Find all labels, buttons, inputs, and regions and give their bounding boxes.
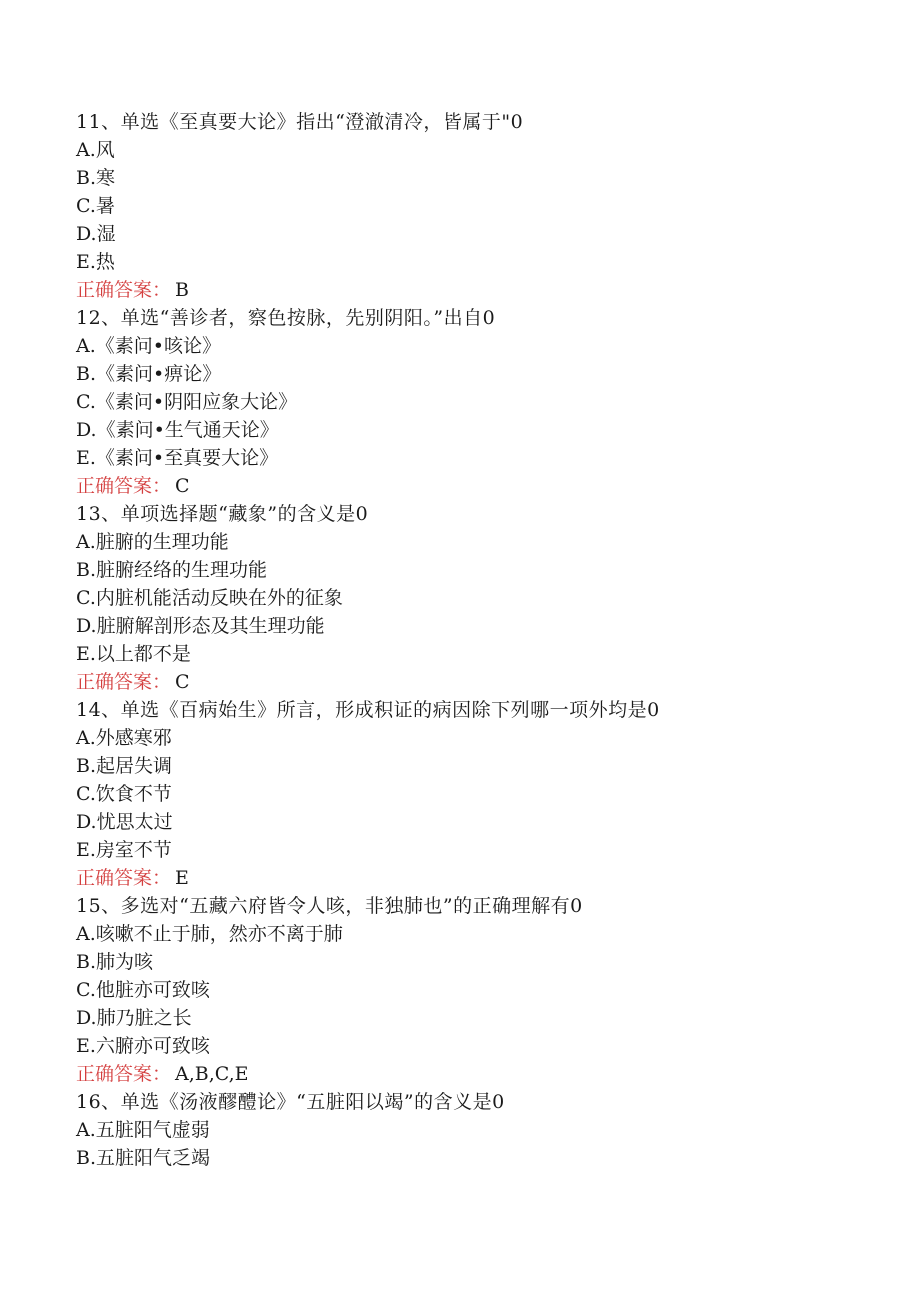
- question-stem: 13、单项选择题“藏象”的含义是0: [76, 503, 369, 525]
- option-b: B.五脏阳气乏竭: [76, 1147, 211, 1169]
- option-a: A.《素问•咳论》: [76, 335, 221, 357]
- option-c: C.暑: [76, 195, 115, 217]
- option-c: C.饮食不节: [76, 783, 172, 805]
- question-list: [76, 108, 876, 1172]
- option-b: B.寒: [76, 167, 116, 189]
- answer-row: [76, 276, 876, 304]
- option-b: B.脏腑经络的生理功能: [76, 559, 268, 581]
- answer-value: C: [175, 671, 190, 693]
- option-d: D.肺乃脏之长: [76, 1007, 192, 1029]
- option-a: A.脏腑的生理功能: [76, 531, 229, 553]
- answer-value: B: [175, 279, 189, 301]
- answer-label: 正确答案：: [76, 475, 172, 497]
- option-b: B.肺为咳: [76, 951, 154, 973]
- answer-row: [76, 1060, 876, 1088]
- option-a: A.咳嗽不止于肺，然亦不离于肺: [76, 923, 343, 945]
- question-stem: 16、单选《汤液醪醴论》“五脏阳以竭”的含义是0: [76, 1091, 505, 1113]
- option-d: D.《素问•生气通天论》: [76, 419, 279, 441]
- option-e: E.《素问•至真要大论》: [76, 447, 279, 469]
- question-stem: 12、单选“善诊者，察色按脉，先别阴阳。”出自0: [76, 307, 496, 329]
- option-e: E.热: [76, 251, 115, 273]
- option-c: C.《素问•阴阳应象大论》: [76, 391, 298, 413]
- option-a: A.外感寒邪: [76, 727, 172, 749]
- option-e: E.以上都不是: [76, 643, 191, 665]
- answer-row: [76, 864, 876, 892]
- answer-row: [76, 472, 876, 500]
- answer-value: E: [175, 867, 189, 889]
- answer-label: 正确答案：: [76, 671, 172, 693]
- answer-label: 正确答案：: [76, 279, 172, 301]
- answer-row: [76, 668, 876, 696]
- option-c: C.他脏亦可致咳: [76, 979, 210, 1001]
- option-e: E.房室不节: [76, 839, 172, 861]
- answer-label: 正确答案：: [76, 867, 172, 889]
- option-c: C.内脏机能活动反映在外的征象: [76, 587, 343, 609]
- option-b: B.《素问•痹论》: [76, 363, 222, 385]
- option-a: A.风: [76, 139, 115, 161]
- answer-label: 正确答案：: [76, 1063, 172, 1085]
- option-d: D.脏腑解剖形态及其生理功能: [76, 615, 325, 637]
- question-stem: 15、多选对“五藏六府皆令人咳，非独肺也”的正确理解有0: [76, 895, 583, 917]
- answer-value: A,B,C,E: [175, 1063, 249, 1085]
- option-b: B.起居失调: [76, 755, 173, 777]
- question-stem: 11、单选《至真要大论》指出“澄澈清冷，皆属于"0: [76, 111, 524, 133]
- question-stem: 14、单选《百病始生》所言，形成积证的病因除下列哪一项外均是0: [76, 699, 660, 721]
- option-d: D.忧思太过: [76, 811, 173, 833]
- option-e: E.六腑亦可致咳: [76, 1035, 210, 1057]
- option-d: D.湿: [76, 223, 116, 245]
- option-a: A.五脏阳气虚弱: [76, 1119, 210, 1141]
- answer-value: C: [175, 475, 190, 497]
